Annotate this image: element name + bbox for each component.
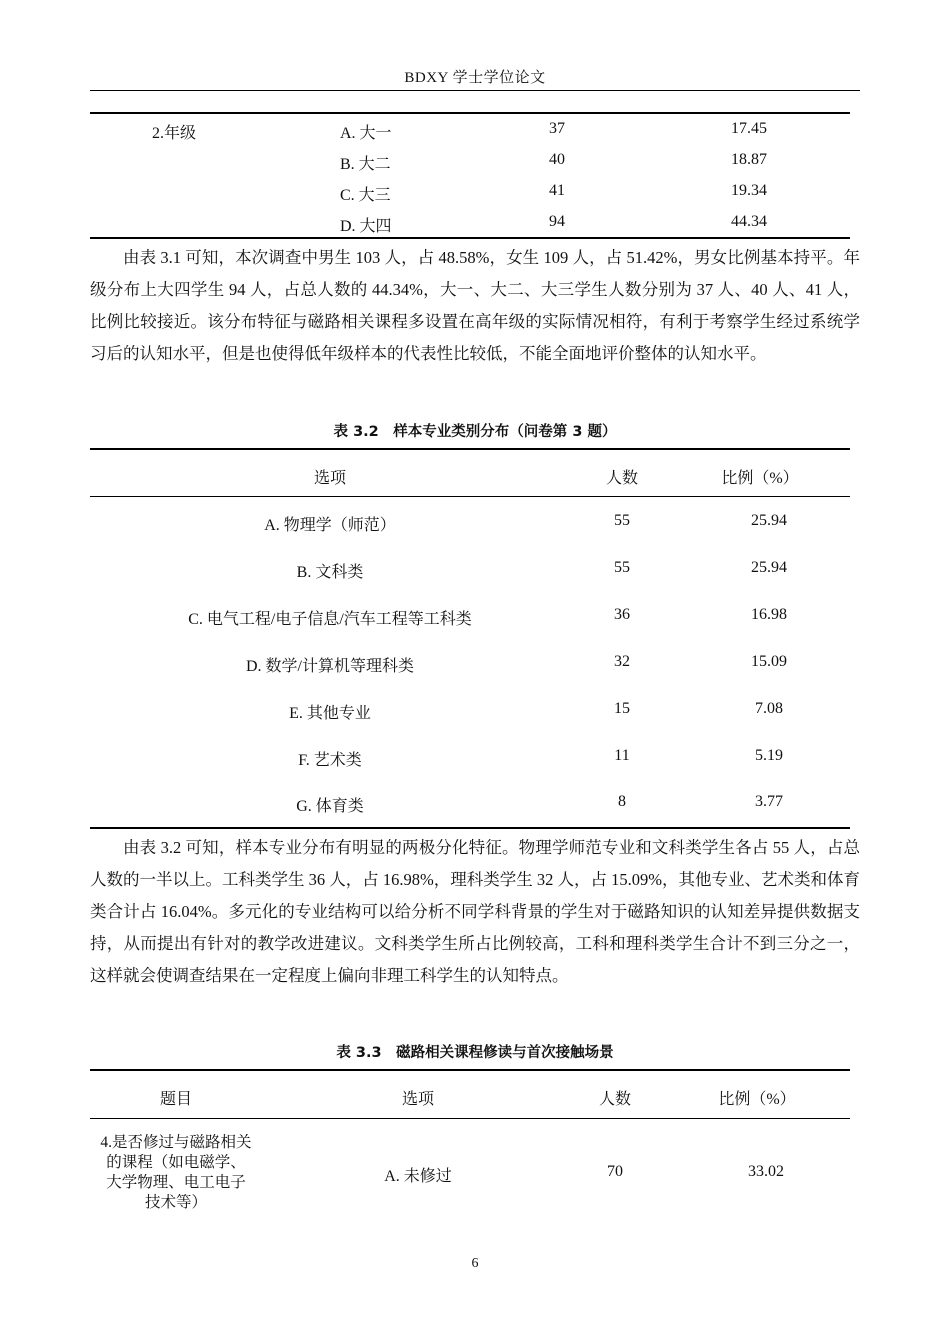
body-paragraph: 由表 3.1 可知，本次调查中男生 103 人，占 48.58%，女生 109 人，占 51.42%，男女比例基本持平。年级分布上大四学生 94 人，占总人数的 44.34%，大一、大二、大三学生人数分别为 37 人、40 人、41 人，比例比较接近。该分布特征与磁路相关课程多设置在高年级的实际情况相符，有利于考察学生经过系统学习后的认知水平，但是也使得低年级样本的代表性比较低，不能全面地评价整体的认知水平。 [90, 248, 860, 363]
question-line: 技术等） [144, 1194, 207, 1211]
ratio-cell: 15.09 [751, 653, 787, 670]
question-line: 大学物理、电工电子 [106, 1174, 246, 1191]
question-cell [90, 1133, 262, 1213]
table-caption: 表 3.3 磁路相关课程修读与首次接触场景 [336, 1045, 614, 1061]
column-header-option: 选项 [313, 470, 347, 487]
count-cell: 36 [614, 606, 630, 623]
ratio-cell: 25.94 [751, 559, 787, 576]
ratio-cell: 19.34 [731, 182, 767, 199]
table-header-rule [90, 496, 850, 497]
running-header: BDXY 学士学位论文 [404, 70, 546, 86]
ratio-cell: 17.45 [731, 120, 767, 137]
question-line: 4.是否修过与磁路相关 [100, 1134, 252, 1151]
ratio-cell: 16.98 [751, 606, 787, 623]
column-header-option: 选项 [401, 1091, 435, 1108]
count-cell: 37 [549, 120, 565, 137]
option-cell: D. 数学/计算机等理科类 [245, 658, 415, 675]
table-bottom-rule [90, 237, 850, 239]
count-cell: 15 [614, 700, 630, 717]
table-question-grade: 2.年级 [152, 125, 197, 142]
count-cell: 11 [614, 747, 630, 764]
count-cell: 32 [614, 653, 630, 670]
column-header-count: 人数 [598, 1091, 632, 1108]
table-bottom-rule [90, 827, 850, 829]
option-cell: C. 电气工程/电子信息/汽车工程等工科类 [188, 611, 472, 628]
ratio-cell: 44.34 [731, 213, 767, 230]
count-cell: 40 [549, 151, 565, 168]
option-cell: A. 大一 [340, 125, 392, 142]
option-cell: A. 物理学（师范） [264, 517, 396, 534]
column-header-ratio: 比例（%） [718, 1091, 796, 1108]
option-cell: B. 文科类 [296, 564, 364, 581]
ratio-cell: 3.77 [755, 793, 783, 810]
header-divider [90, 90, 860, 91]
count-cell: 55 [614, 512, 630, 529]
column-header-question: 题目 [159, 1091, 193, 1108]
count-cell: 8 [618, 793, 626, 810]
option-cell: E. 其他专业 [289, 705, 371, 722]
question-line: 的课程（如电磁学、 [106, 1154, 246, 1171]
table-top-rule [90, 448, 850, 450]
count-cell: 41 [549, 182, 565, 199]
option-cell: C. 大三 [340, 187, 391, 204]
count-cell: 70 [607, 1163, 623, 1180]
count-cell: 94 [549, 213, 565, 230]
option-cell: F. 艺术类 [298, 752, 362, 769]
table-top-rule [90, 1069, 850, 1071]
column-header-ratio: 比例（%） [721, 470, 799, 487]
option-cell: D. 大四 [340, 218, 392, 235]
column-header-count: 人数 [605, 470, 639, 487]
body-paragraph: 由表 3.2 可知，样本专业分布有明显的两极分化特征。物理学师范专业和文科类学生各占 55 人，占总人数的一半以上。工科类学生 36 人，占 16.98%，理科类学生 32 人，占 15.09%，其他专业、艺术类和体育类合计占 16.04%。多元化的专业结构可以给分析不同学科背景的学生对于磁路知识的认知差异提供数据支持，从而提出有针对的教学改进建议。文科类学生所占比例较高，工科和理科类学生合计不到三分之一，这样就会使调查结果在一定程度上偏向非理工科学生的认知特点。 [90, 838, 860, 985]
table-caption: 表 3.2 样本专业类别分布（问卷第 3 题） [333, 424, 617, 440]
ratio-cell: 5.19 [755, 747, 783, 764]
option-cell: A. 未修过 [384, 1168, 452, 1185]
ratio-cell: 7.08 [755, 700, 783, 717]
table-header-rule [90, 1118, 850, 1119]
ratio-cell: 18.87 [731, 151, 767, 168]
option-cell: G. 体育类 [296, 798, 364, 815]
count-cell: 55 [614, 559, 630, 576]
option-cell: B. 大二 [340, 156, 391, 173]
ratio-cell: 25.94 [751, 512, 787, 529]
page-number: 6 [471, 1256, 479, 1271]
table-top-rule [90, 112, 850, 114]
ratio-cell: 33.02 [748, 1163, 784, 1180]
